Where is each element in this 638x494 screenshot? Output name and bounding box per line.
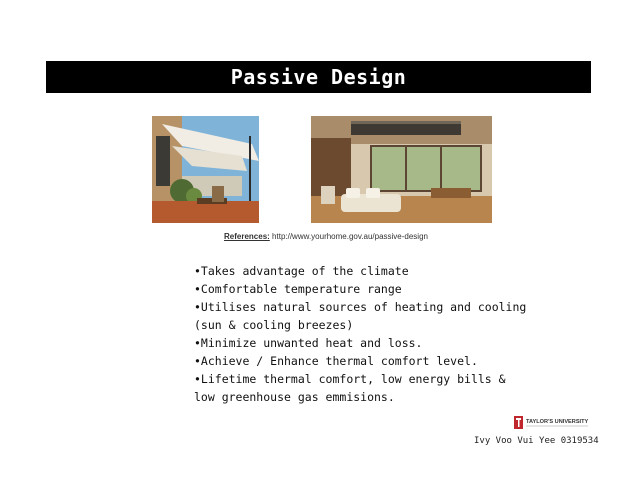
bullet-line: •Lifetime thermal comfort, low energy bills &: [194, 372, 506, 386]
references-url[interactable]: http://www.yourhome.gov.au/passive-design: [272, 232, 428, 241]
university-logo: [514, 415, 590, 431]
title-bar: [46, 61, 591, 93]
bullet-line: •Achieve / Enhance thermal comfort level.: [194, 354, 478, 368]
slide-title: Passive Design: [230, 65, 407, 89]
bullet-line: •Comfortable temperature range: [194, 282, 402, 296]
bullet-line: low greenhouse gas emmisions.: [194, 390, 395, 404]
courtyard-shade-sail-photo: [152, 116, 259, 223]
bullet-line: •Utilises natural sources of heating and cooling: [194, 300, 527, 314]
bullet-list: [194, 262, 527, 406]
bullet-line: (sun & cooling breezes): [194, 318, 354, 332]
living-room-photo: [311, 116, 492, 223]
bullet-line: •Minimize unwanted heat and loss.: [194, 336, 423, 350]
references-label: References:: [224, 232, 270, 241]
svg-text:TAYLOR'S UNIVERSITY: TAYLOR'S UNIVERSITY: [526, 419, 589, 425]
author-credit: Ivy Voo Vui Yee 0319534: [474, 436, 599, 446]
bullet-line: •Takes advantage of the climate: [194, 264, 409, 278]
references-line: [224, 232, 428, 241]
